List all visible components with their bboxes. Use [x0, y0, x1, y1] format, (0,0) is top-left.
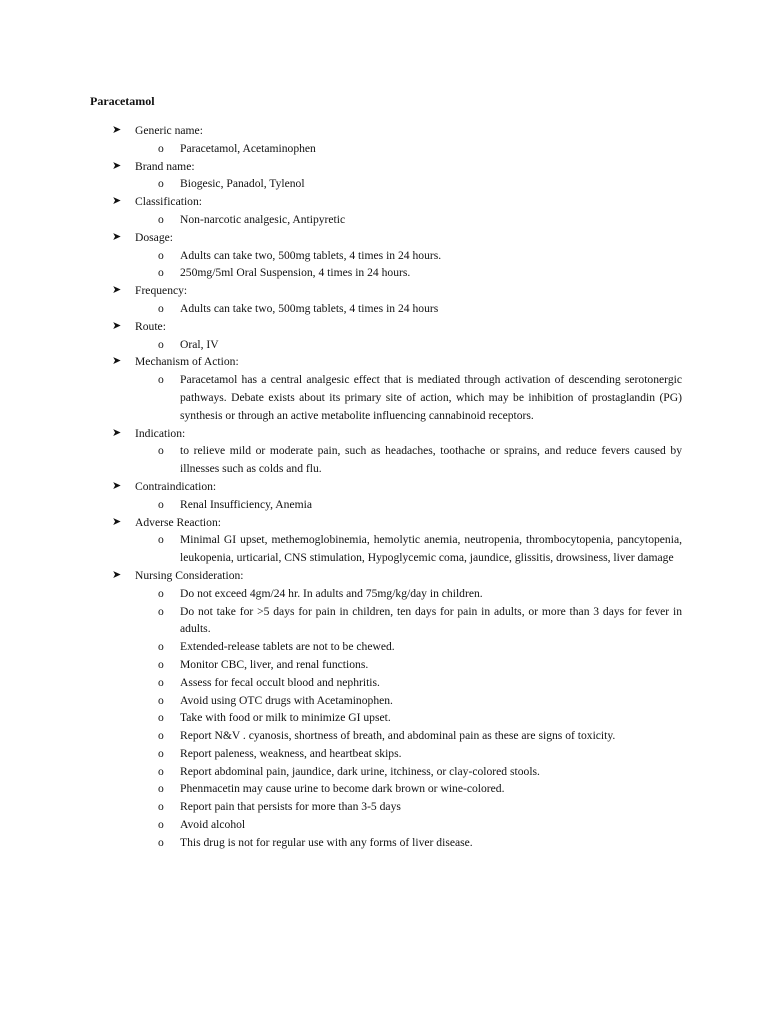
arrow-bullet-icon: ➤: [112, 568, 122, 581]
section-heading-label: Nursing Consideration:: [135, 568, 244, 582]
list-item-text: Report abdominal pain, jaundice, dark urine, itchiness, or clay-colored stools.: [180, 764, 540, 778]
section: [112, 567, 682, 852]
list-item-text: Report N&V . cyanosis, shortness of breath, and abdominal pain as these are signs of toxicity.: [180, 729, 616, 743]
circle-bullet-icon: o: [158, 800, 164, 814]
section: [112, 158, 682, 194]
section-heading: [112, 567, 682, 585]
section-items: [112, 371, 682, 424]
list-item: [112, 247, 682, 265]
circle-bullet-icon: o: [158, 373, 164, 387]
section-items: [112, 300, 682, 318]
section-items: [112, 140, 682, 158]
list-item: [112, 336, 682, 354]
circle-bullet-icon: o: [158, 177, 164, 191]
section-heading: [112, 229, 682, 247]
list-item: [112, 442, 682, 478]
arrow-bullet-icon: ➤: [112, 124, 122, 136]
circle-bullet-icon: o: [158, 764, 164, 778]
list-item-text: Minimal GI upset, methemoglobinemia, hemolytic anemia, neutropenia, thrombocytopenia, pancytopenia, leukopenia, urticarial, CNS stimulation, Hypoglycemic coma, jaundice, glissitis, drowsiness, liver damage: [180, 533, 682, 565]
section-items: [112, 531, 682, 567]
section-heading-label: Classification:: [135, 195, 202, 209]
section-items: [112, 211, 682, 229]
arrow-bullet-icon: ➤: [112, 284, 122, 297]
circle-bullet-icon: o: [158, 444, 164, 458]
arrow-bullet-icon: ➤: [112, 319, 122, 332]
section-heading: [112, 514, 682, 532]
circle-bullet-icon: o: [158, 604, 164, 618]
section-items: [112, 336, 682, 354]
list-item: [112, 140, 682, 158]
list-item: [112, 763, 682, 781]
section: [112, 478, 682, 514]
list-item: [112, 300, 682, 318]
list-item-text: 250mg/5ml Oral Suspension, 4 times in 24 hours.: [180, 266, 411, 280]
section-items: [112, 496, 682, 514]
list-item-text: Adults can take two, 500mg tablets, 4 times in 24 hours: [180, 301, 439, 315]
list-item: [112, 692, 682, 710]
section: [112, 193, 682, 229]
section-heading-label: Route:: [135, 319, 166, 333]
list-item: [112, 709, 682, 727]
arrow-bullet-icon: ➤: [112, 159, 122, 172]
list-item-text: Assess for fecal occult blood and nephritis.: [180, 675, 380, 689]
circle-bullet-icon: o: [158, 782, 164, 796]
list-item-text: Oral, IV: [180, 337, 219, 351]
list-item: [112, 603, 682, 639]
list-item-text: Avoid using OTC drugs with Acetaminophen.: [180, 693, 393, 707]
section-heading: [112, 353, 682, 371]
arrow-bullet-icon: ➤: [112, 479, 122, 492]
document-title: Paracetamol: [90, 94, 155, 108]
section-heading-label: Contraindication:: [135, 479, 217, 493]
section-items: [112, 175, 682, 193]
list-item-text: Biogesic, Panadol, Tylenol: [180, 177, 305, 191]
list-item: [112, 585, 682, 603]
circle-bullet-icon: o: [158, 729, 164, 743]
list-item-text: This drug is not for regular use with any forms of liver disease.: [180, 835, 473, 849]
arrow-bullet-icon: ➤: [112, 195, 122, 208]
section-heading-label: Generic name:: [135, 124, 203, 137]
circle-bullet-icon: o: [158, 141, 164, 155]
list-item-text: Report paleness, weakness, and heartbeat skips.: [180, 746, 402, 760]
circle-bullet-icon: o: [158, 675, 164, 689]
list-item: [112, 674, 682, 692]
list-item-text: Renal Insufficiency, Anemia: [180, 497, 312, 511]
list-item-text: Adults can take two, 500mg tablets, 4 times in 24 hours.: [180, 248, 442, 262]
arrow-bullet-icon: ➤: [112, 426, 122, 439]
circle-bullet-icon: o: [158, 746, 164, 760]
circle-bullet-icon: o: [158, 248, 164, 262]
list-item-text: Paracetamol has a central analgesic effect that is mediated through activation of descending serotonergic pathways. Debate exists about its primary site of action, which may be inhibition of prostaglandin (PG) synthesis or through an active metabolite influencing cannabinoid receptors.: [180, 373, 682, 422]
section: [112, 353, 682, 424]
arrow-bullet-icon: ➤: [112, 230, 122, 243]
arrow-bullet-icon: ➤: [112, 515, 122, 528]
list-item-text: Extended-release tablets are not to be chewed.: [180, 640, 395, 654]
list-item: [112, 816, 682, 834]
list-item: [112, 745, 682, 763]
section-heading: [112, 318, 682, 336]
section-heading: [112, 122, 682, 140]
section-heading-label: Indication:: [135, 426, 186, 440]
section: [112, 318, 682, 354]
circle-bullet-icon: o: [158, 711, 164, 725]
arrow-bullet-icon: ➤: [112, 355, 122, 368]
circle-bullet-icon: o: [158, 586, 164, 600]
section: [112, 229, 682, 282]
section-heading: [112, 193, 682, 211]
section-heading: [112, 158, 682, 176]
list-item-text: Take with food or milk to minimize GI upset.: [180, 711, 391, 725]
list-item-text: Non-narcotic analgesic, Antipyretic: [180, 212, 346, 226]
circle-bullet-icon: o: [158, 693, 164, 707]
section-heading: [112, 282, 682, 300]
list-item: [112, 656, 682, 674]
section-heading-label: Frequency:: [135, 284, 188, 298]
section-items: [112, 442, 682, 478]
circle-bullet-icon: o: [158, 212, 164, 226]
list-item: [112, 211, 682, 229]
section-heading: [112, 478, 682, 496]
section-heading-label: Mechanism of Action:: [135, 355, 239, 369]
list-item: [112, 780, 682, 798]
list-item: [112, 798, 682, 816]
list-item-text: Phenmacetin may cause urine to become dark brown or wine-colored.: [180, 782, 505, 796]
section-heading: [112, 425, 682, 443]
section-heading-label: Brand name:: [135, 159, 195, 173]
circle-bullet-icon: o: [158, 657, 164, 671]
section-heading-label: Dosage:: [135, 230, 173, 244]
circle-bullet-icon: o: [158, 835, 164, 849]
list-item-text: Avoid alcohol: [180, 818, 246, 832]
list-item: [112, 638, 682, 656]
list-item-text: to relieve mild or moderate pain, such as headaches, toothache or sprains, and reduce fevers caused by illnesses such as colds and flu.: [180, 444, 682, 476]
section-items: [112, 247, 682, 283]
list-item: [112, 371, 682, 424]
section: [112, 122, 682, 158]
list-item: [112, 727, 682, 745]
list-item: [112, 264, 682, 282]
circle-bullet-icon: o: [158, 337, 164, 351]
list-item: [112, 531, 682, 567]
circle-bullet-icon: o: [158, 818, 164, 832]
circle-bullet-icon: o: [158, 640, 164, 654]
list-item: [112, 834, 682, 852]
circle-bullet-icon: o: [158, 266, 164, 280]
list-item-text: Monitor CBC, liver, and renal functions.: [180, 657, 369, 671]
section: [112, 425, 682, 478]
section: [112, 282, 682, 318]
list-item: [112, 496, 682, 514]
list-item-text: Do not exceed 4gm/24 hr. In adults and 75mg/kg/day in children.: [180, 586, 483, 600]
section-list: [112, 122, 682, 852]
list-item: [112, 175, 682, 193]
list-item-text: Paracetamol, Acetaminophen: [180, 141, 316, 155]
section: [112, 514, 682, 567]
list-item-text: Do not take for >5 days for pain in children, ten days for pain in adults, or more than 3 days for fever in adults.: [180, 604, 682, 636]
circle-bullet-icon: o: [158, 301, 164, 315]
section-heading-label: Adverse Reaction:: [135, 515, 221, 529]
circle-bullet-icon: o: [158, 497, 164, 511]
section-items: [112, 585, 682, 852]
circle-bullet-icon: o: [158, 533, 164, 547]
list-item-text: Report pain that persists for more than 3-5 days: [180, 800, 401, 814]
